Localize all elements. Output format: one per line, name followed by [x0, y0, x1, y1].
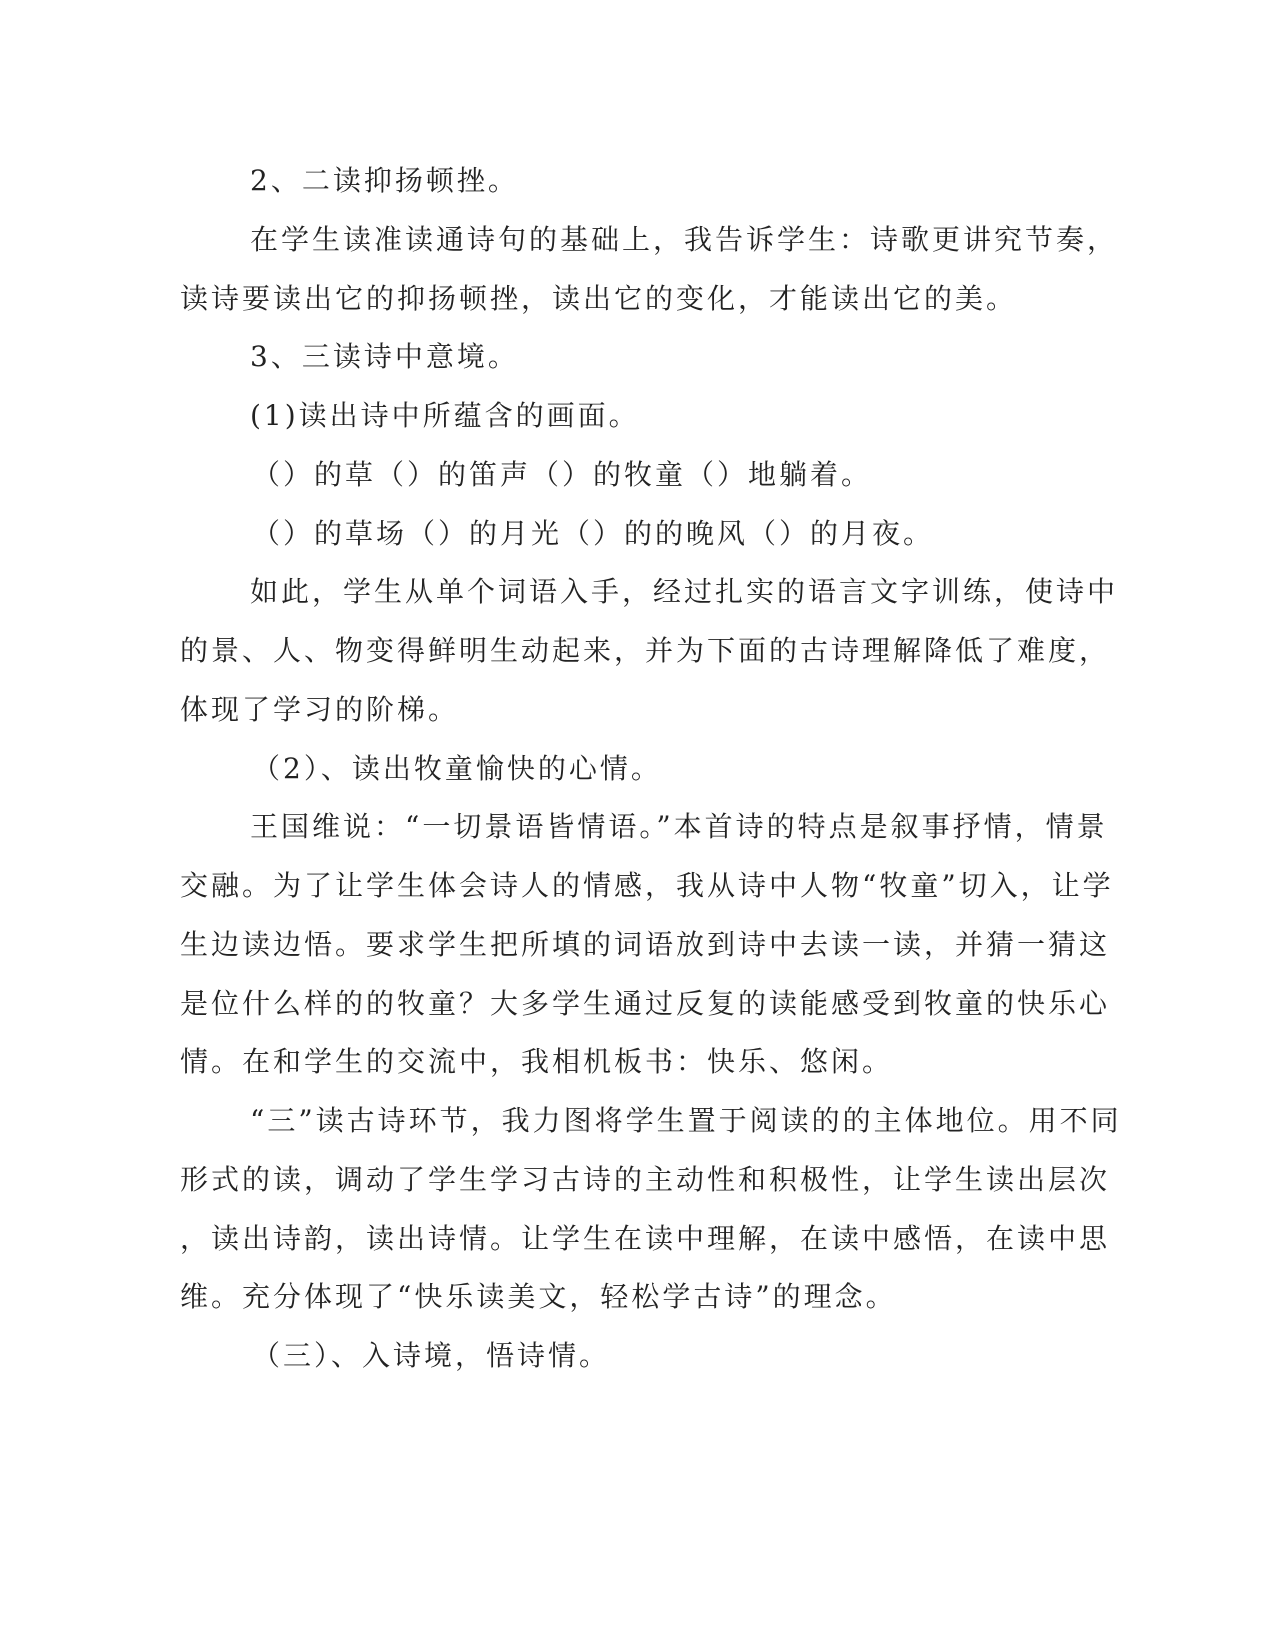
paragraph-line: 交融。为了让学生体会诗人的情感，我从诗中人物“牧童”切入，让学: [180, 869, 1114, 902]
subheading-1: (1)读出诗中所蕴含的画面。: [250, 399, 640, 432]
paragraph-line: “三”读古诗环节，我力图将学生置于阅读的的主体地位。用不同: [250, 1104, 1122, 1137]
paragraph-line: ，读出诗韵，读出诗情。让学生在读中理解，在读中感悟，在读中思: [180, 1222, 1111, 1255]
paragraph-line: 如此，学生从单个词语入手，经过扎实的语言文字训练，使诗中: [250, 575, 1119, 608]
paragraph-line: 生边读边悟。要求学生把所填的词语放到诗中去读一读，并猜一猜这: [180, 928, 1111, 961]
fill-blank-line: （）的草（）的笛声（）的牧童（）地躺着。: [252, 458, 873, 491]
paragraph-line: 形式的读，调动了学生学习古诗的主动性和积极性，让学生读出层次: [180, 1163, 1111, 1196]
heading-3-third-reading: 3、三读诗中意境。: [250, 340, 519, 373]
paragraph-line: 王国维说：“一切景语皆情语。”本首诗的特点是叙事抒情，情景: [250, 810, 1108, 843]
paragraph-line: 情。在和学生的交流中，我相机板书：快乐、悠闲。: [180, 1045, 894, 1078]
heading-2-second-reading: 2、二读抑扬顿挫。: [250, 164, 519, 197]
section-heading-3: （三）、入诗境，悟诗情。: [252, 1339, 611, 1372]
paragraph-line: 维。充分体现了“快乐读美文，轻松学古诗”的理念。: [180, 1280, 897, 1313]
fill-blank-line: （）的草场（）的月光（）的的晚风（）的月夜。: [252, 517, 935, 550]
subheading-2: （2）、读出牧童愉快的心情。: [252, 752, 662, 785]
paragraph-line: 是位什么样的的牧童？大多学生通过反复的读能感受到牧童的快乐心: [180, 987, 1111, 1020]
paragraph-line: 体现了学习的阶梯。: [180, 693, 460, 726]
paragraph-line: 的景、人、物变得鲜明生动起来，并为下面的古诗理解降低了难度，: [180, 634, 1111, 667]
paragraph-line: 读诗要读出它的抑扬顿挫，读出它的变化，才能读出它的美。: [180, 282, 1018, 315]
paragraph-line: 在学生读准读通诗句的基础上，我告诉学生：诗歌更讲究节奏，: [250, 223, 1119, 256]
